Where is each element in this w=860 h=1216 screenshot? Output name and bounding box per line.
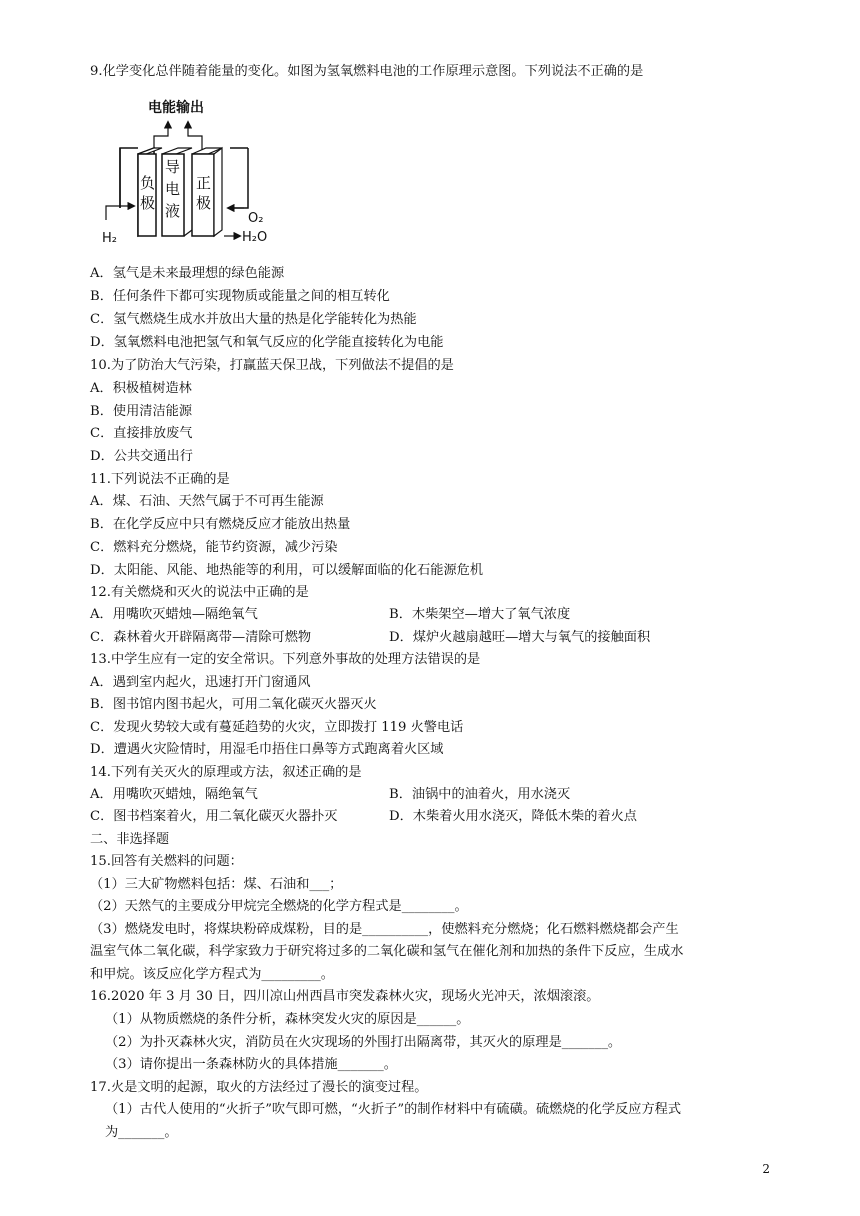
q15-part-1: （1）三大矿物燃料包括：煤、石油和___；	[90, 877, 343, 892]
q10-option-c: C．直接排放废气	[90, 426, 193, 441]
svg-text:极: 极	[140, 194, 156, 212]
q14-option-a: A．用嘴吹灭蜡烛，隔绝氧气	[90, 787, 258, 802]
q15-part-3: （3）燃烧发电时，将煤块粉碎成煤粉，目的是__________，使燃料充分燃烧；化石燃料燃烧都会产生	[90, 922, 679, 937]
h2-label: H₂	[102, 231, 117, 246]
q16-part-1: （1）从物质燃烧的条件分析，森林突发火灾的原因是______。	[105, 1012, 470, 1027]
q17-stem: 17.火是文明的起源，取火的方法经过了漫长的演变过程。	[90, 1080, 428, 1095]
q11-option-a: A．煤、石油、天然气属于不可再生能源	[90, 494, 324, 509]
h2-inlet-arrow	[106, 206, 134, 220]
q11-stem: 11.下列说法不正确的是	[90, 472, 230, 487]
q11-option-c: C．燃料充分燃烧，能节约资源，减少污染	[90, 540, 338, 555]
q9-stem: 9.化学变化总伴随着能量的变化。如图为氢氧燃料电池的工作原理示意图。下列说法不正确的是	[90, 64, 644, 79]
q11-option-d: D．太阳能、风能、地热能等的利用，可以缓解面临的化石能源危机	[90, 563, 484, 578]
q15-part-2: （2）天然气的主要成分甲烷完全燃烧的化学方程式是________。	[90, 899, 468, 914]
svg-text:极: 极	[196, 194, 212, 212]
negative-electrode	[138, 148, 162, 236]
q12-option-b: B．木柴架空—增大了氧气浓度	[389, 607, 571, 622]
q15-stem: 15.回答有关燃料的问题：	[90, 854, 243, 869]
q13-option-c: C．发现火势较大或有蔓延趋势的火灾，立即拨打 119 火警电话	[90, 720, 464, 735]
q9-option-c: C．氢气燃烧生成水并放出大量的热是化学能转化为热能	[90, 312, 417, 327]
q12-stem: 12.有关燃烧和灭火的说法中正确的是	[90, 585, 309, 600]
h2o-label: H₂O	[242, 230, 268, 245]
q14-stem: 14.下列有关灭火的原理或方法，叙述正确的是	[90, 765, 362, 780]
q14-option-b: B．油锅中的油着火，用水浇灭	[389, 787, 571, 802]
page-number: 2	[762, 1162, 770, 1176]
svg-text:负: 负	[140, 174, 156, 192]
positive-electrode	[192, 148, 222, 236]
q13-option-d: D．遭遇火灾险情时，用湿毛巾捂住口鼻等方式跑离着火区域	[90, 742, 444, 757]
q17-part-1-end: 为_______。	[105, 1125, 178, 1140]
q15-part-3-end: 和甲烷。该反应化学方程式为_________。	[90, 967, 334, 982]
svg-text:导: 导	[165, 158, 181, 176]
q9-option-a: A．氢气是未来最理想的绿色能源	[90, 266, 285, 281]
q10-option-a: A．积极植树造林	[90, 381, 192, 396]
q9-option-d: D．氢氧燃料电池把氢气和氧气反应的化学能直接转化为电能	[90, 335, 444, 350]
q16-part-3: （3）请你提出一条森林防火的具体措施_______。	[105, 1057, 397, 1072]
q16-stem: 16.2020 年 3 月 30 日，四川凉山州西昌市突发森林火灾，现场火光冲天，浓烟滚滚。	[90, 989, 600, 1004]
svg-text:电: 电	[165, 180, 181, 198]
q10-option-b: B．使用清洁能源	[90, 404, 193, 419]
q9-option-b: B．任何条件下都可实现物质或能量之间的相互转化	[90, 289, 390, 304]
o2-label: O₂	[248, 211, 264, 226]
q12-option-d: D．煤炉火越扇越旺—增大与氧气的接触面积	[389, 630, 651, 645]
q13-option-a: A．遇到室内起火，迅速打开门窗通风	[90, 675, 311, 690]
q12-option-c: C．森林着火开辟隔离带—清除可燃物	[90, 630, 312, 645]
q10-stem: 10.为了防治大气污染，打赢蓝天保卫战，下列做法不提倡的是	[90, 358, 454, 373]
svg-text:正: 正	[196, 174, 212, 192]
section-heading: 二、非选择题	[90, 832, 170, 847]
q11-option-b: B．在化学反应中只有燃烧反应才能放出热量	[90, 517, 351, 532]
q15-part-3-cont: 温室气体二氧化碳，科学家致力于研究将过多的二氧化碳和氢气在催化剂和加热的条件下反应，生成水	[90, 944, 684, 959]
q17-part-1: （1）古代人使用的“火折子”吹气即可燃，“火折子”的制作材料中有硫磺。硫燃烧的化学反应方程式	[105, 1102, 682, 1117]
electric-output-label: 电能输出	[148, 100, 204, 116]
fuel-cell-diagram	[98, 96, 278, 248]
q12-option-a: A．用嘴吹灭蜡烛—隔绝氧气	[90, 607, 258, 622]
q13-stem: 13.中学生应有一定的安全常识。下列意外事故的处理方法错误的是	[90, 652, 481, 667]
svg-text:液: 液	[165, 202, 181, 220]
q16-part-2: （2）为扑灭森林火灾，消防员在火灾现场的外围打出隔离带，其灭火的原理是_______。	[105, 1035, 622, 1050]
q10-option-d: D．公共交通出行	[90, 449, 193, 464]
q14-option-c: C．图书档案着火，用二氧化碳灭火器扑灭	[90, 809, 338, 824]
q14-option-d: D．木柴着火用水浇灭，降低木柴的着火点	[389, 809, 637, 824]
electrolyte-layer	[162, 148, 192, 236]
q13-option-b: B．图书馆内图书起火，可用二氧化碳灭火器灭火	[90, 697, 377, 712]
